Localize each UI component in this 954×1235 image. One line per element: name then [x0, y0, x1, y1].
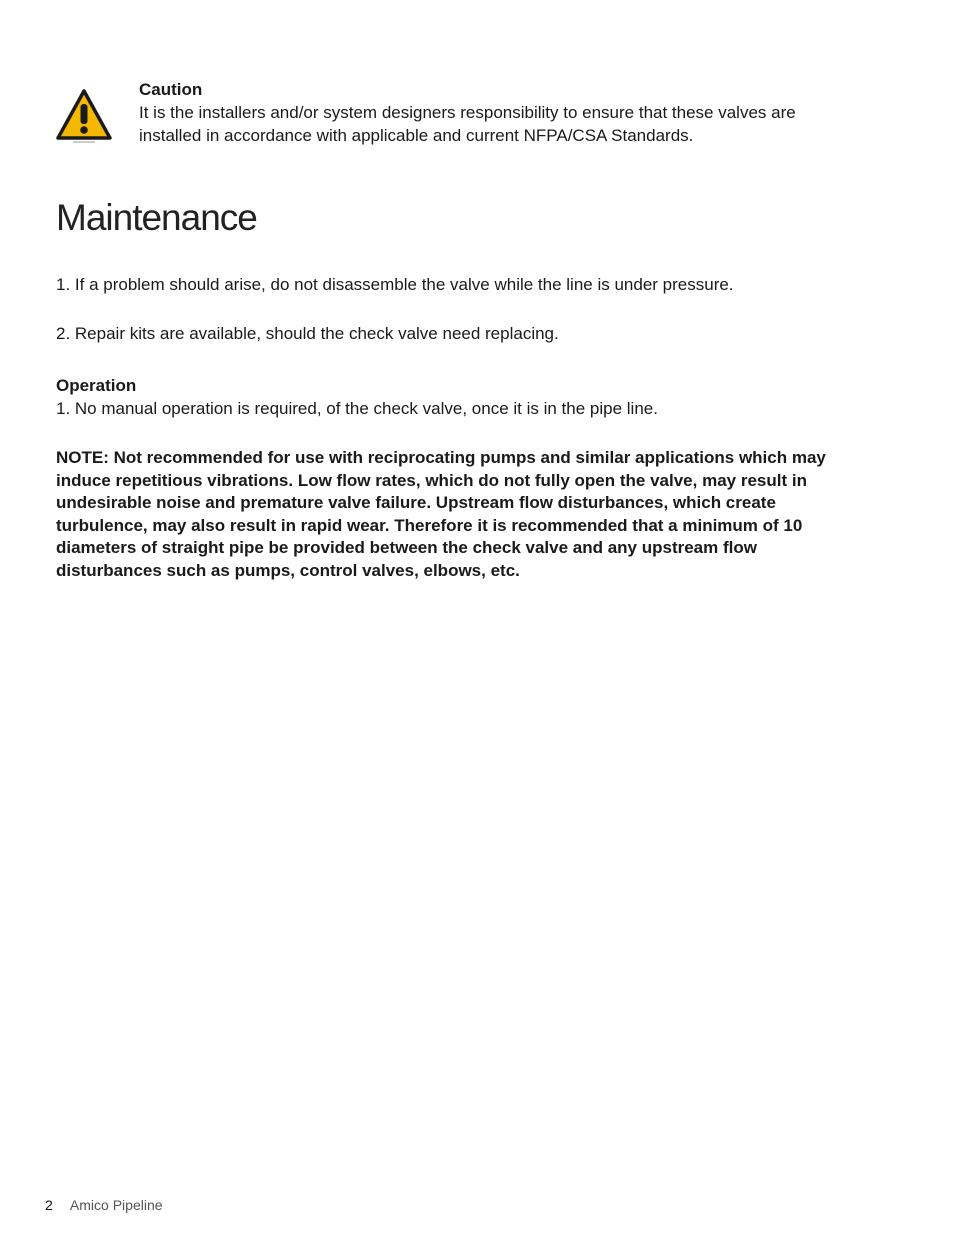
caution-notice: [139, 78, 839, 147]
note-paragraph: NOTE: Not recommended for use with reciprocating pumps and similar applications which may induce repetitious vibrations. Low flow rates, which do not fully open the valve, may result in undesirable noise and premature valve failure. Upstream flow disturbances, which create turbulence, may also result in rapid wear. Therefore it is recommended that a minimum of 10 diameters of straight pipe be provided between the check valve and any upstream flow disturbances such as pumps, control valves, elbows, etc.: [56, 448, 826, 580]
operation-text: 1. No manual operation is required, of the check valve, once it is in the pipe line.: [56, 399, 658, 418]
warning-triangle-icon: [55, 88, 113, 144]
caution-title: Caution: [139, 80, 203, 99]
page-footer: [45, 1196, 163, 1214]
operation-block: [56, 374, 658, 420]
operation-title: Operation: [56, 376, 137, 395]
section-title: Maintenance: [56, 197, 257, 238]
maintenance-item-2: 2. Repair kits are available, should the check valve need replacing.: [56, 324, 559, 343]
page-number: 2: [45, 1197, 53, 1213]
maintenance-item-1: 1. If a problem should arise, do not disassemble the valve while the line is under pressure.: [56, 275, 734, 294]
footer-brand: Amico Pipeline: [69, 1197, 163, 1213]
caution-text: It is the installers and/or system designers responsibility to ensure that these valves are installed in accordance with applicable and current NFPA/CSA Standards.: [139, 103, 796, 145]
